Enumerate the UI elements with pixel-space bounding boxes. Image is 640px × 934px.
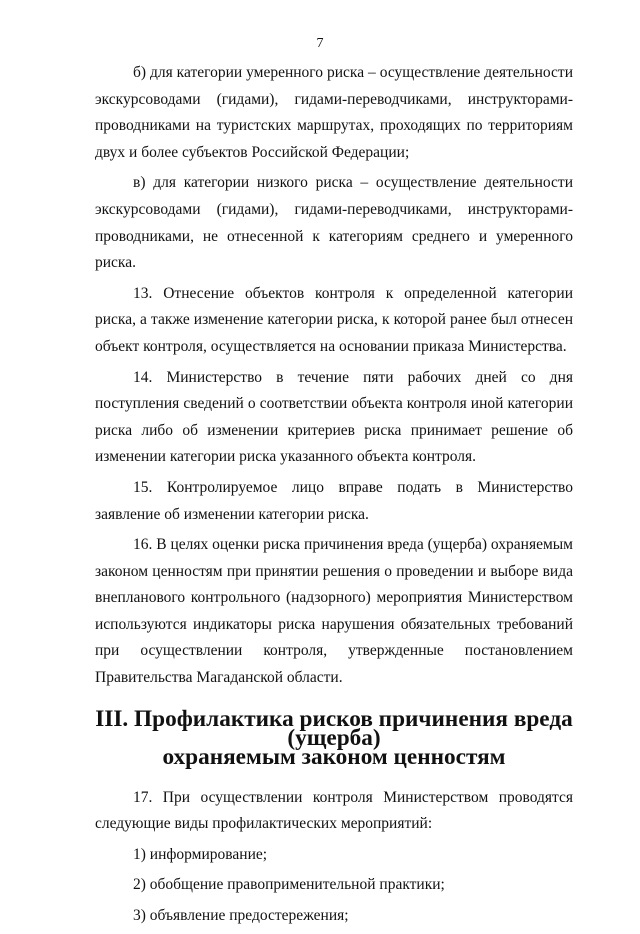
list-item-2: 2) обобщение правоприменительной практики; [133,876,445,894]
paragraph-16: 16. В целях оценки риска причинения вреда (ущерба) охраняемым законом ценностям при принятии решения о проведении и выборе вида внепланового контрольного (надзорного) мероприятия Министерством используются индикаторы риска нарушения обязательных требований при осуществлении контроля, утвержденные постановлением Правительства Магаданской области. [95,536,573,687]
paragraph-12b: б) для категории умеренного риска – осуществление деятельности экскурсоводами (гидами), гидами-переводчиками, инструкторами-проводниками на туристских маршрутах, проходящих по территориям двух и более субъектов Российской Федерации; [95,64,573,161]
paragraph-12c: в) для категории низкого риска – осуществление деятельности экскурсоводами (гидами), гидами-переводчиками, инструкторами-проводниками, не отнесенной к категориям среднего и умеренного риска. [95,174,573,272]
list-item-1: 1) информирование; [133,845,268,863]
paragraph-15: 15. Контролируемое лицо вправе подать в Министерство заявление об изменении категории риска. [95,478,573,523]
list-item-3: 3) объявление предостережения; [133,907,349,925]
section-heading-line-1: III. Профилактика рисков причинения вреда (ущерба) [95,705,573,751]
paragraph-17: 17. При осуществлении контроля Министерством проводятся следующие виды профилактических мероприятий: [95,788,573,833]
paragraph-13: 13. Отнесение объектов контроля к определенной категории риска, а также изменение категории риска, к которой ранее был отнесен объект контроля, осуществляется на основании приказа Министерства. [95,284,573,355]
page-number: 7 [316,36,324,51]
section-heading-line-2: охраняемым законом ценностям [162,743,506,770]
document-body [95,60,573,934]
section-heading [95,705,573,770]
paragraph-14: 14. Министерство в течение пяти рабочих дней со дня поступления сведений о соответствии объекта контроля иной категории риска либо об изменении критериев риска принимает решение об изменении категории риска указанного объекта контроля. [95,368,573,466]
